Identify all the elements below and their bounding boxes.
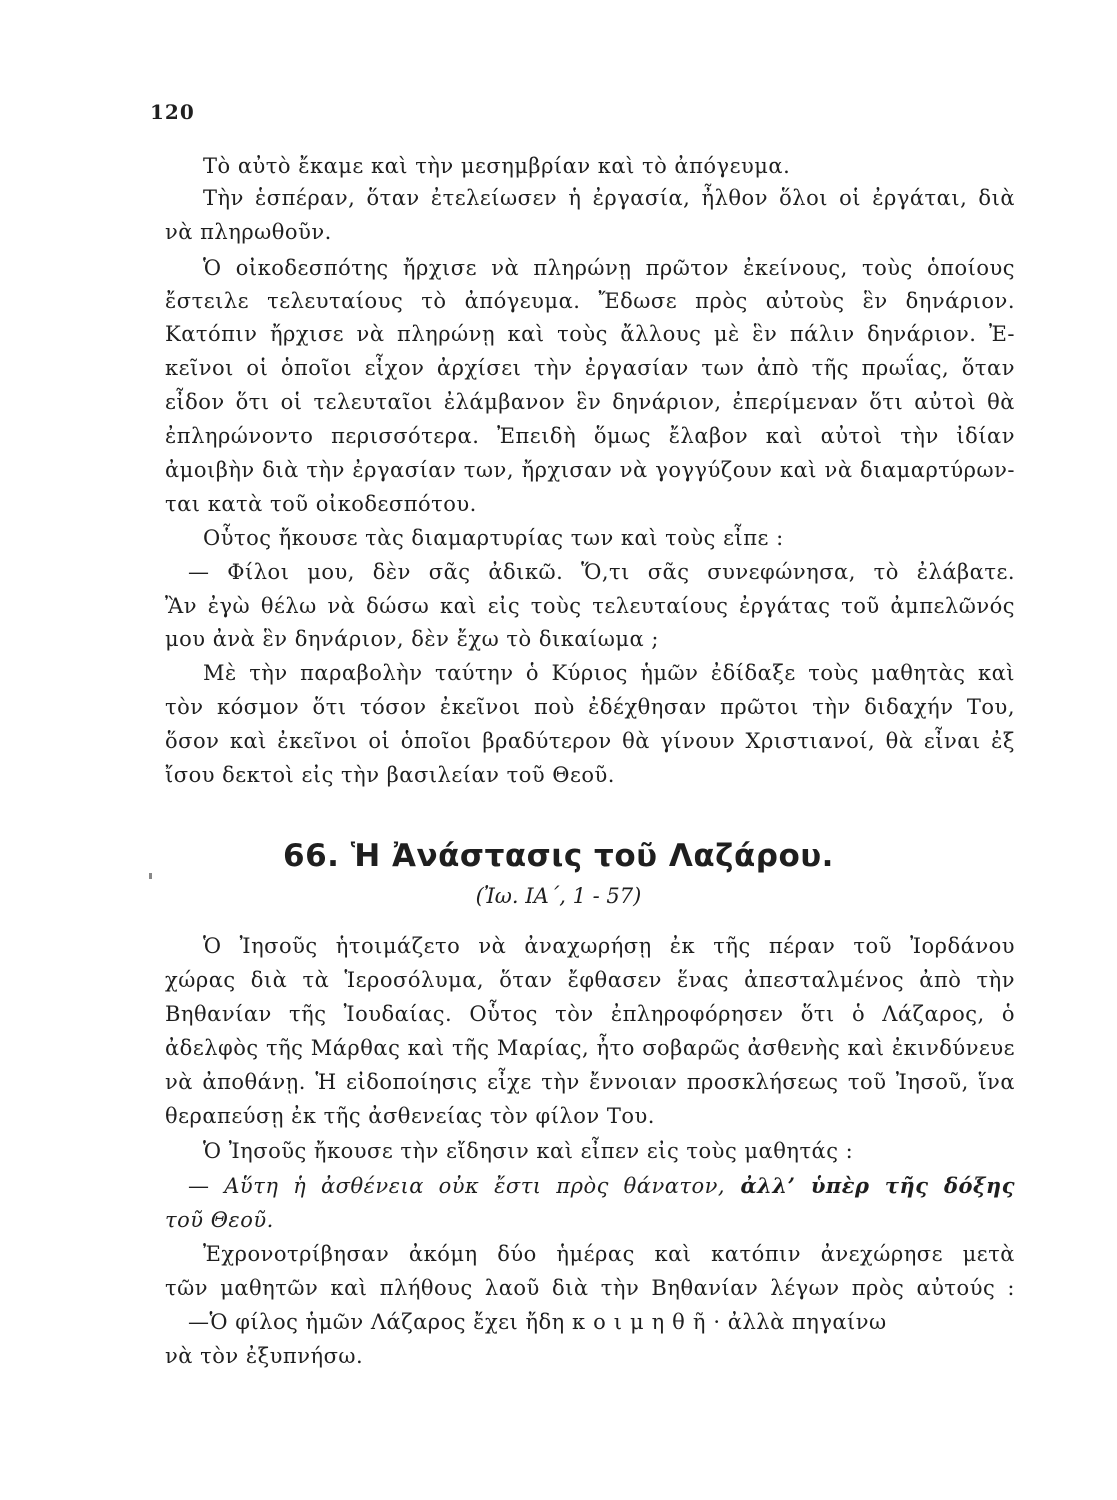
- text-line: ἐπληρώνοντο περισσότερα. Ἐπειδὴ ὅμως ἔλαβον καὶ αὐτοὶ τὴν ἰδίαν: [165, 424, 1015, 448]
- text-line: Τὸ αὐτὸ ἔκαμε καὶ τὴν μεσημβρίαν καὶ τὸ ἀπόγευμα.: [203, 154, 791, 178]
- text-line: εἶδον ὅτι οἱ τελευταῖοι ἐλάμβανον ἓν δηνάριον, ἐπερίμεναν ὅτι αὐτοὶ θὰ: [165, 390, 1015, 414]
- page-number: 120: [150, 100, 195, 124]
- text-line: χώρας διὰ τὰ Ἱεροσόλυμα, ὅταν ἔφθασεν ἕνας ἀπεσταλμένος ἀπὸ τὴν: [165, 968, 1015, 992]
- text-line: Βηθανίαν τῆς Ἰουδαίας. Οὗτος τὸν ἐπληροφόρησεν ὅτι ὁ Λάζαρος, ὁ: [165, 1002, 1015, 1026]
- final-quote-line: [188, 1306, 1015, 1338]
- text-line: Οὗτος ἤκουσε τὰς διαμαρτυρίας των καὶ τοὺς εἶπε :: [203, 526, 784, 550]
- text-line: Τὴν ἑσπέραν, ὅταν ἐτελείωσεν ἡ ἐργασία, ἦλθον ὅλοι οἱ ἐργάται, διὰ: [203, 186, 1015, 210]
- text-line: τὸν κόσμον ὅτι τόσον ἐκεῖνοι ποὺ ἐδέχθησαν πρῶτοι τὴν διδαχήν Του,: [165, 695, 1015, 719]
- text-line: νὰ πληρωθοῦν.: [165, 220, 332, 244]
- text-line: — Φίλοι μου, δὲν σᾶς ἀδικῶ. Ὅ,τι σᾶς συνεφώνησα, τὸ ἐλάβατε.: [188, 560, 1015, 584]
- quote-dash: —: [188, 1174, 225, 1198]
- text-line: Ὁ Ἰησοῦς ἡτοιμάζετο νὰ ἀναχωρήσῃ ἐκ τῆς πέραν τοῦ Ἰορδάνου: [203, 934, 1015, 958]
- text-line: τῶν μαθητῶν καὶ πλήθους λαοῦ διὰ τὴν Βηθανίαν λέγων πρὸς αὐτούς :: [165, 1276, 1015, 1300]
- text-line: νὰ ἀποθάνῃ. Ἡ εἰδοποίησις εἶχε τὴν ἔννοιαν προσκλήσεως τοῦ Ἰησοῦ, ἵνα: [165, 1070, 1015, 1094]
- text-line: ἀμοιβὴν διὰ τὴν ἐργασίαν των, ἤρχισαν νὰ γογγύζουν καὶ νὰ διαμαρτύρων-: [165, 458, 1015, 482]
- quote-line: [188, 1170, 1015, 1202]
- text-line: Κατόπιν ἤρχισε νὰ πληρώνῃ καὶ τοὺς ἄλλους μὲ ἓν πάλιν δηνάριον. Ἐ-: [165, 322, 1015, 346]
- quote-bolditalic: ἀλλ’ ὑπὲρ τῆς δόξης: [725, 1173, 1015, 1198]
- text-line: νὰ τὸν ἐξυπνήσω.: [165, 1344, 364, 1368]
- text-line: Ἐχρονοτρίβησαν ἀκόμη δύο ἡμέρας καὶ κατόπιν ἀνεχώρησε μετὰ: [203, 1242, 1015, 1266]
- text-line: ἀδελφὸς τῆς Μάρθας καὶ τῆς Μαρίας, ἦτο σοβαρῶς ἀσθενὴς καὶ ἐκινδύνευε: [165, 1036, 1015, 1060]
- text-line: Ἂν ἐγὼ θέλω νὰ δώσω καὶ εἰς τοὺς τελευταίους ἐργάτας τοῦ ἀμπελῶνός: [165, 594, 1015, 618]
- scripture-reference: (Ἰω. ΙΑ΄, 1 - 57): [475, 884, 642, 908]
- text-line: Μὲ τὴν παραβολὴν ταύτην ὁ Κύριος ἡμῶν ἐδίδαξε τοὺς μαθητὰς καὶ: [203, 661, 1015, 685]
- text-line: ἔστειλε τελευταίους τὸ ἀπόγευμα. Ἔδωσε πρὸς αὐτοὺς ἓν δηνάριον.: [165, 289, 1015, 313]
- text-line: μου ἀνὰ ἓν δηνάριον, δὲν ἔχω τὸ δικαίωμα ;: [165, 627, 659, 651]
- text-line: ὅσον καὶ ἐκεῖνοι οἱ ὁποῖοι βραδύτερον θὰ γίνουν Χριστιανοί, θὰ εἶναι ἐξ: [165, 729, 1015, 753]
- text-line: Ὁ οἰκοδεσπότης ἤρχισε νὰ πληρώνῃ πρῶτον ἐκείνους, τοὺς ὁποίους: [203, 256, 1015, 280]
- section-heading: 66. Ἡ Ἀνάστασις τοῦ Λαζάρου.: [283, 838, 834, 874]
- quote-italic: Αὕτη ἡ ἀσθένεια οὐκ ἔστι πρὸς θάνατον,: [224, 1174, 726, 1198]
- final-quote-end: · ἀλλὰ πηγαίνω: [713, 1310, 887, 1334]
- text-line: ται κατὰ τοῦ οἰκοδεσπότου.: [165, 492, 477, 516]
- edge-mark: [149, 873, 152, 879]
- text-line: Ὁ Ἰησοῦς ἤκουσε τὴν εἴδησιν καὶ εἶπεν εἰς τοὺς μαθητάς :: [203, 1139, 854, 1163]
- quote-line-end: τοῦ Θεοῦ.: [165, 1208, 274, 1232]
- text-line: θεραπεύσῃ ἐκ τῆς ἀσθενείας τὸν φίλον Του.: [165, 1104, 655, 1128]
- final-quote-start: —Ὁ φίλος ἡμῶν Λάζαρος ἔχει ἤδη: [188, 1310, 572, 1334]
- final-quote-spaced: κοιμηθῆ: [571, 1310, 714, 1334]
- text-line: ἴσου δεκτοὶ εἰς τὴν βασιλείαν τοῦ Θεοῦ.: [165, 763, 615, 787]
- text-line: κεῖνοι οἱ ὁποῖοι εἶχον ἀρχίσει τὴν ἐργασίαν των ἀπὸ τῆς πρωΐας, ὅταν: [165, 356, 1015, 380]
